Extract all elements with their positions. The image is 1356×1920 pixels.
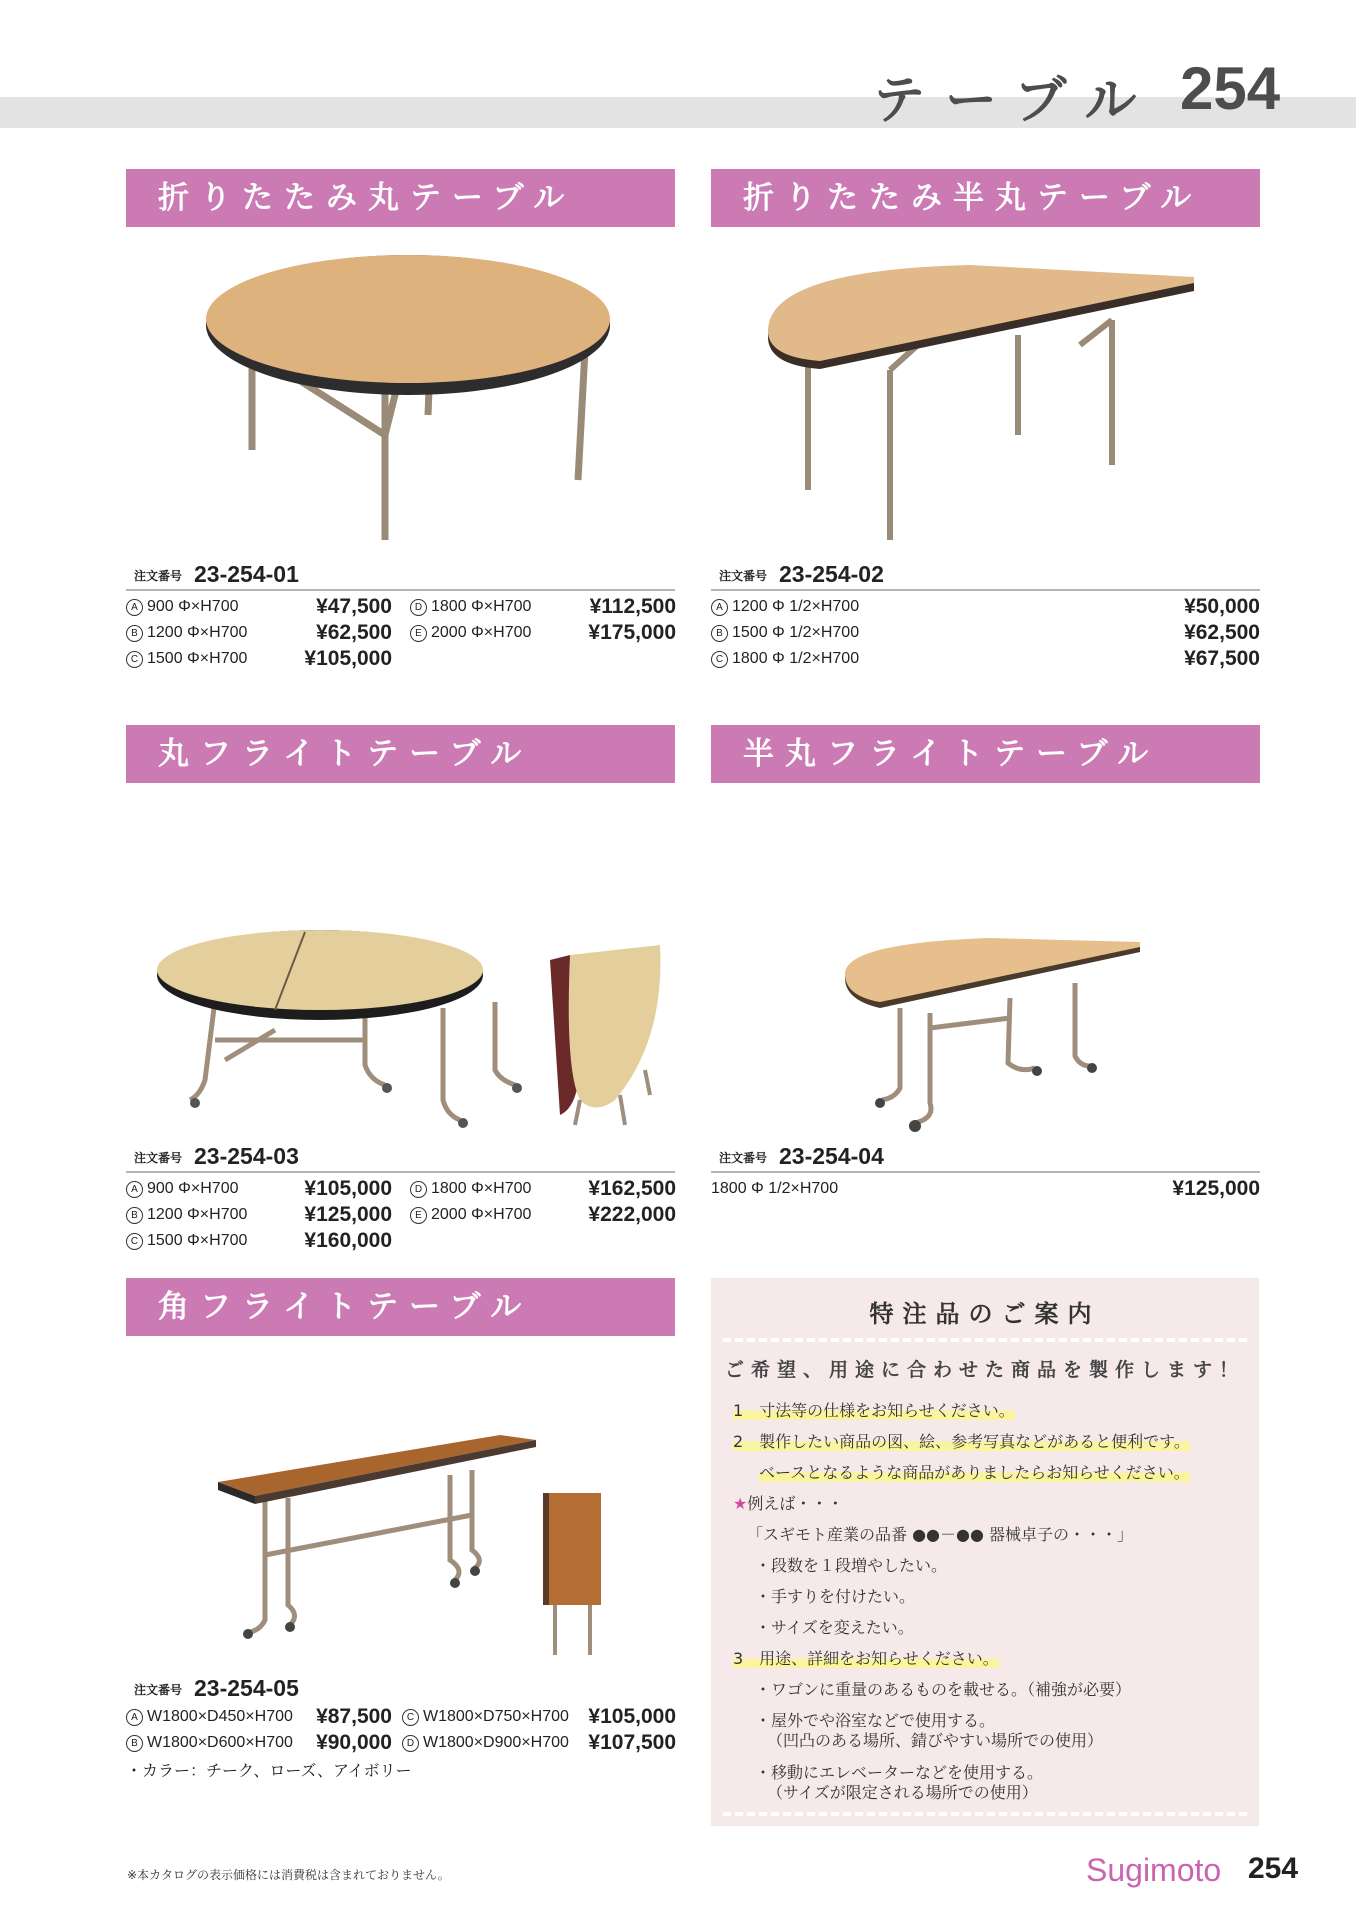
order-number-row — [126, 1673, 675, 1703]
page-number-footer: 254 — [1248, 1852, 1299, 1885]
spec-row: D 1800 Φ×H700 ¥112,500 — [410, 594, 676, 620]
spec-row: 1800 Φ 1/2×H700 ¥125,000 — [711, 1177, 1260, 1200]
special-line: ・ワゴンに重量のあるものを載せる。（補強が必要） — [755, 1680, 1132, 1699]
order-label: 注文番号 — [134, 1683, 183, 1697]
order-number-row — [126, 1143, 675, 1173]
special-line: （サイズが限定される場所での使用） — [767, 1783, 1038, 1802]
section-title-round-flight: 丸フライトテーブル — [126, 725, 675, 783]
order-label: 注文番号 — [134, 1151, 183, 1165]
special-line: ・段数を１段増やしたい。 — [755, 1556, 948, 1575]
order-number: 23-254-01 — [194, 561, 299, 587]
spec-row: B W1800×D600×H700 ¥90,000 — [126, 1730, 392, 1756]
brand-logo: Sugimoto — [1086, 1852, 1222, 1888]
spec-row: E 2000 Φ×H700 ¥222,000 — [410, 1202, 676, 1228]
special-order-panel — [711, 1278, 1259, 1826]
section-title-half-round-folding: 折りたたみ半丸テーブル — [711, 169, 1260, 227]
special-line: 3 用途、詳細をお知らせください。 — [733, 1649, 999, 1668]
spec-row: A 900 Φ×H700 ¥47,500 — [126, 594, 392, 620]
round-flight-table-photo — [155, 930, 675, 1135]
spec-row: A 1200 Φ 1/2×H700 ¥50,000 — [711, 594, 1260, 620]
spec-row: B 1200 Φ×H700 ¥62,500 — [126, 620, 392, 646]
special-line: ・屋外でや浴室などで使用する。 — [755, 1711, 996, 1730]
round-folding-table-photo — [200, 255, 620, 545]
square-flight-table-photo — [210, 1430, 610, 1680]
special-line: 「スギモト産業の品番 ●●－●● 器械卓子の・・・」 — [747, 1525, 1134, 1544]
spec-row: C 1500 Φ×H700 ¥105,000 — [126, 646, 392, 672]
order-number-row — [711, 1143, 1260, 1173]
order-number: 23-254-05 — [194, 1675, 299, 1701]
spec-row: D 1800 Φ×H700 ¥162,500 — [410, 1176, 676, 1202]
divider — [723, 1812, 1247, 1816]
special-line: ・移動にエレベーターなどを使用する。 — [755, 1763, 1044, 1782]
divider — [723, 1338, 1247, 1342]
order-number: 23-254-04 — [779, 1143, 884, 1169]
order-label: 注文番号 — [719, 569, 768, 583]
special-line: ベースとなるような商品がありましたらお知らせください。 — [759, 1463, 1190, 1482]
order-number: 23-254-02 — [779, 561, 884, 587]
spec-row: B 1500 Φ 1/2×H700 ¥62,500 — [711, 620, 1260, 646]
order-number-row — [711, 561, 1260, 591]
spec-row: A W1800×D450×H700 ¥87,500 — [126, 1704, 392, 1730]
special-title: 特注品のご案内 — [869, 1300, 1101, 1328]
spec-row: C 1500 Φ×H700 ¥160,000 — [126, 1228, 392, 1254]
spec-row: D W1800×D900×H700 ¥107,500 — [402, 1730, 676, 1756]
order-label: 注文番号 — [719, 1151, 768, 1165]
page-title: テーブル — [873, 71, 1157, 131]
special-line: ・手すりを付けたい。 — [755, 1587, 916, 1606]
spec-row: C W1800×D750×H700 ¥105,000 — [402, 1704, 676, 1730]
section-title-round-folding: 折りたたみ丸テーブル — [126, 169, 675, 227]
order-number: 23-254-03 — [194, 1143, 299, 1169]
special-line: （凹凸のある場所、錆びやすい場所での使用） — [767, 1731, 1104, 1750]
color-note: ・カラー：チーク、ローズ、アイボリー — [126, 1761, 412, 1780]
page-number-header: 254 — [1180, 55, 1281, 122]
section-title-half-round-flight: 半丸フライトテーブル — [711, 725, 1260, 783]
special-subtitle: ご希望、用途に合わせた商品を製作します！ — [724, 1359, 1245, 1381]
spec-row: B 1200 Φ×H700 ¥125,000 — [126, 1202, 392, 1228]
section-title-square-flight: 角フライトテーブル — [126, 1278, 675, 1336]
spec-row: E 2000 Φ×H700 ¥175,000 — [410, 620, 676, 646]
spec-row: C 1800 Φ 1/2×H700 ¥67,500 — [711, 646, 1260, 672]
special-line: ★例えば・・・ — [733, 1494, 844, 1513]
special-line: 2 製作したい商品の図、絵、参考写真などがあると便利です。 — [733, 1432, 1190, 1451]
order-label: 注文番号 — [134, 569, 183, 583]
special-line: ・サイズを変えたい。 — [755, 1618, 914, 1637]
spec-row: A 900 Φ×H700 ¥105,000 — [126, 1176, 392, 1202]
special-line: 1 寸法等の仕様をお知らせください。 — [733, 1401, 1015, 1420]
order-number-row — [126, 561, 675, 591]
half-round-flight-table-photo — [840, 938, 1150, 1133]
half-round-folding-table-photo — [760, 265, 1200, 545]
tax-footnote: ※本カタログの表示価格には消費税は含まれておりません。 — [127, 1868, 450, 1882]
